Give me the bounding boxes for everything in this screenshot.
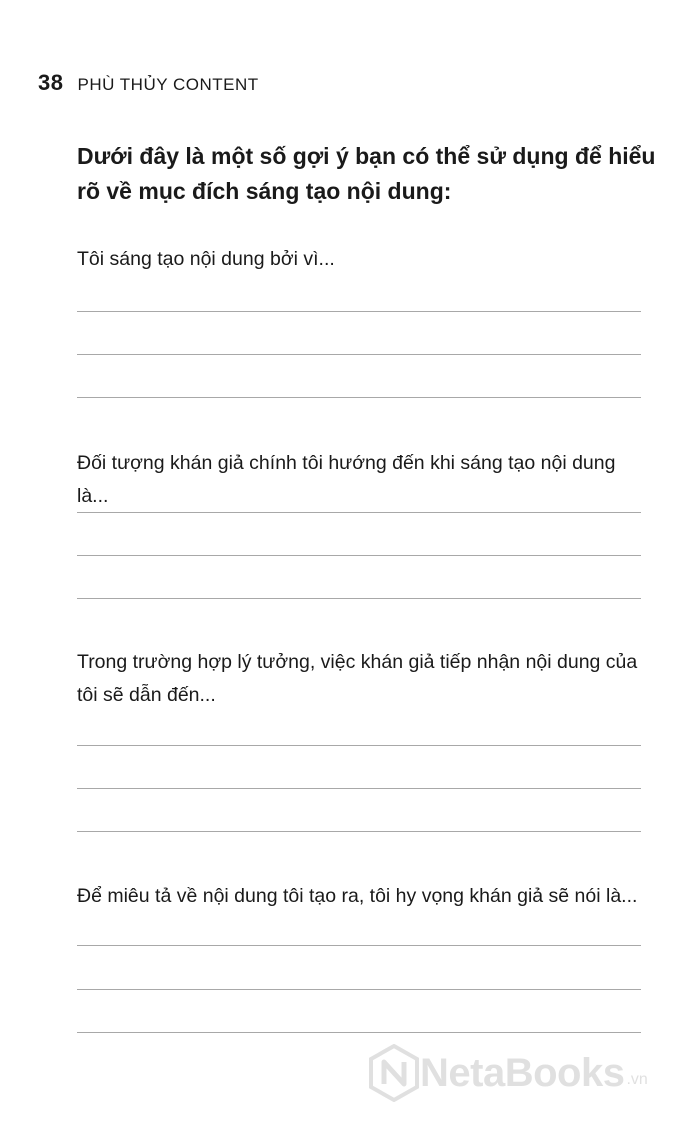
answer-line: [77, 512, 641, 513]
answer-line: [77, 397, 641, 398]
answer-line: [77, 788, 641, 789]
answer-line: [77, 989, 641, 990]
netabooks-logo-icon: [368, 1044, 420, 1102]
page-number: 38: [38, 70, 64, 95]
prompt-3: Trong trường hợp lý tưởng, việc khán giả tiếp nhận nội dung của tôi sẽ dẫn đến...: [77, 651, 638, 706]
running-header: [38, 70, 259, 96]
answer-line: [77, 1032, 641, 1033]
answer-line: [77, 598, 641, 599]
prompt-2: Đối tượng khán giả chính tôi hướng đến khi sáng tạo nội dung là...: [77, 452, 616, 507]
watermark: [368, 1044, 648, 1102]
watermark-suffix: .vn: [626, 1071, 648, 1088]
prompt-4: Để miêu tả về nội dung tôi tạo ra, tôi hy vọng khán giả sẽ nói là...: [77, 885, 638, 907]
book-title: PHÙ THỦY CONTENT: [77, 75, 259, 94]
watermark-brand: NetaBooks: [420, 1050, 625, 1095]
prompt-1: Tôi sáng tạo nội dung bởi vì...: [77, 248, 335, 270]
answer-line: [77, 831, 641, 832]
answer-line: [77, 311, 641, 312]
answer-line: [77, 354, 641, 355]
answer-line: [77, 745, 641, 746]
section-heading: Dưới đây là một số gợi ý bạn có thể sử dụng để hiểu rõ về mục đích sáng tạo nội dung:: [77, 143, 656, 204]
answer-line: [77, 945, 641, 946]
answer-line: [77, 555, 641, 556]
